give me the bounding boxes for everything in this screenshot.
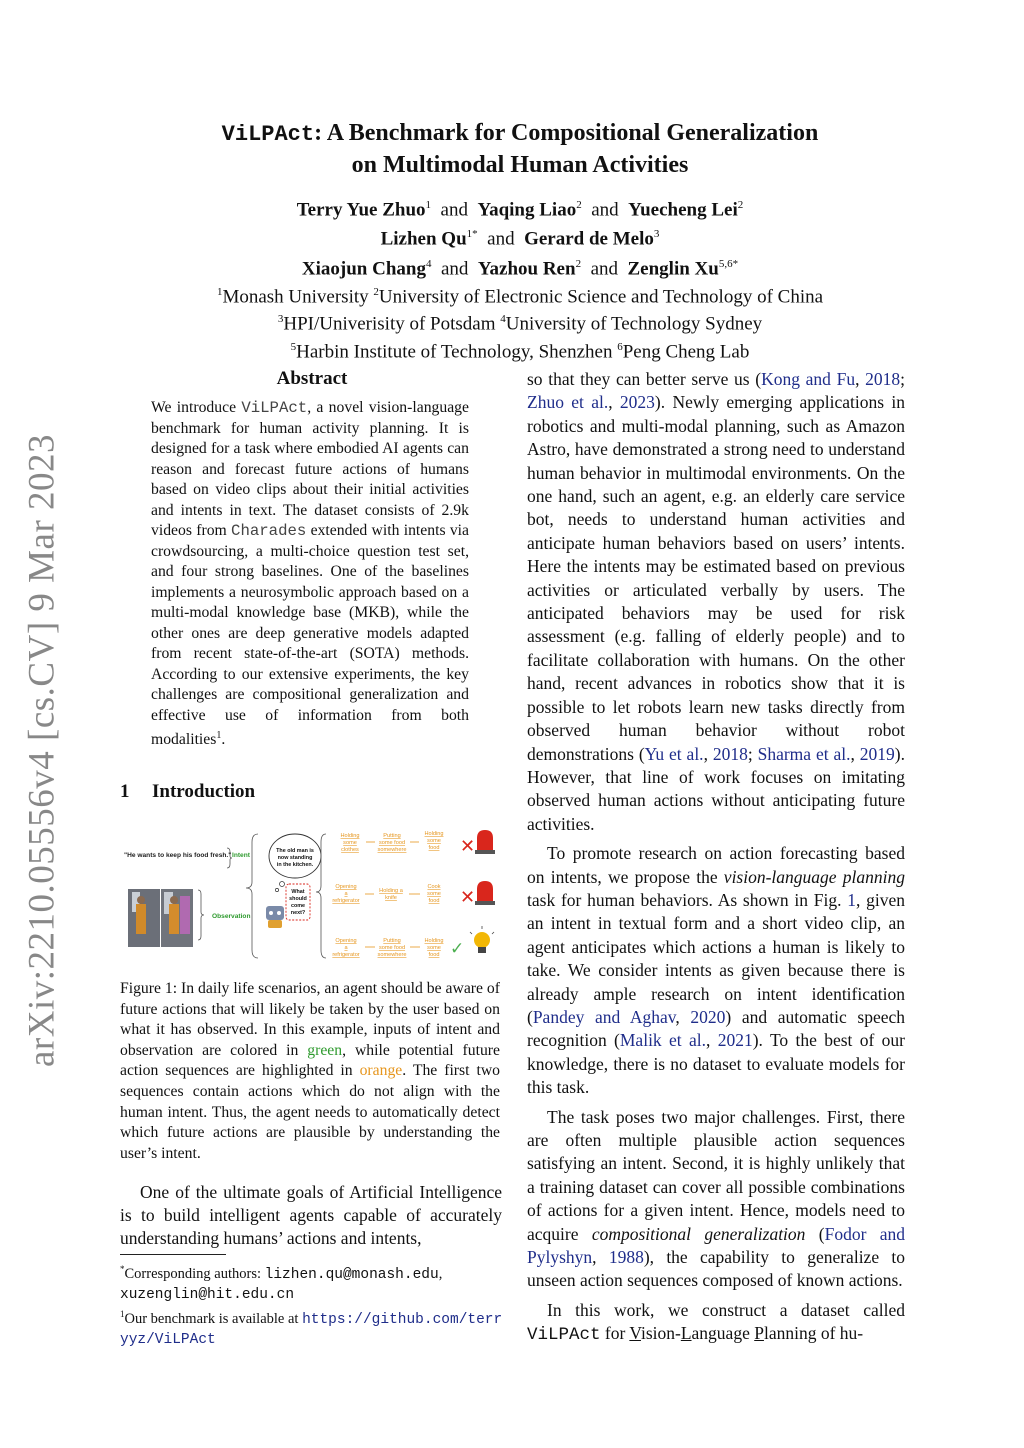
action-sequence-2 <box>332 884 441 904</box>
abstract-heading: Abstract <box>276 368 348 389</box>
green-highlight-word: green <box>307 1041 343 1059</box>
email-link[interactable]: xuzenglin@hit.edu.cn <box>120 1286 295 1303</box>
github-url-link[interactable]: https://github.com/terryyz/ViLPAct <box>120 1311 503 1348</box>
svg-text:knife: knife <box>385 895 397 901</box>
citation-link[interactable]: Fodor and Pylyshyn <box>527 1223 905 1268</box>
robot-agent-icon <box>266 906 284 928</box>
right-paragraph-4: In this work, we construct a dataset called ViLPAct for Vision-Language Planning of hu- <box>527 1299 905 1346</box>
svg-text:some food: some food <box>378 840 406 846</box>
citation-year-link[interactable]: 2018 <box>865 369 901 389</box>
svg-text:some: some <box>427 945 441 951</box>
citation-year-link[interactable]: 2019 <box>859 743 895 764</box>
title-text: : A Benchmark for Compositional Generalization <box>314 120 819 146</box>
alarm-siren-icon <box>475 830 495 854</box>
introduction-paragraph-1: One of the ultimate goals of Artificial Intelligence is to build intelligent agents capable of accurately understanding humans’ actions and intents, <box>120 1182 502 1248</box>
svg-text:clothes: clothes <box>341 847 359 853</box>
footnote-corresponding-authors: *Corresponding authors: lizhen.qu@monash.edu, xuzenglin@hit.edu.cn <box>120 1264 443 1303</box>
email-link[interactable]: lizhen.qu@monash.edu <box>264 1266 439 1283</box>
svg-text:a: a <box>344 891 348 897</box>
svg-text:a: a <box>344 945 348 951</box>
authors-line-2: Lizhen $Qu^{1*}$ and Gerard de Melo$^3$ <box>380 228 660 250</box>
author-name: Yaqing Liao <box>477 199 577 221</box>
citation-link[interactable]: Kong and Fu <box>761 369 856 389</box>
action-sequence-1 <box>341 831 444 853</box>
dataset-name: Charades <box>231 522 307 540</box>
svg-text:What: What <box>291 889 305 895</box>
arxiv-identifier-stamp: arXiv:2210.05556v4 [cs.CV] 9 Mar 2023 <box>21 433 63 1067</box>
svg-text:some: some <box>343 840 357 846</box>
author-name: Xiaojun Chang <box>301 257 426 279</box>
svg-text:should: should <box>289 896 307 902</box>
footnote-benchmark-url: $^1$Our benchmark is available at https://github.com/terryyz/ViLPAct <box>120 1308 503 1348</box>
citation-year-link[interactable]: 2023 <box>619 392 655 413</box>
agent-thought-bubble <box>269 834 321 892</box>
footnote-divider <box>120 1254 226 1255</box>
check-icon: ✓ <box>450 939 465 958</box>
svg-text:Cook: Cook <box>427 884 441 890</box>
svg-text:Holding: Holding <box>424 938 444 944</box>
svg-text:some: some <box>427 891 441 897</box>
svg-text:Opening: Opening <box>335 884 357 890</box>
svg-text:Putting: Putting <box>383 833 401 839</box>
author-name: Zenglin Xu <box>627 257 719 279</box>
citation-link[interactable]: Malik et al. <box>619 1030 706 1051</box>
svg-text:in the kitchen.: in the kitchen. <box>276 862 314 868</box>
citation-year-link[interactable]: 2018 <box>712 743 748 764</box>
benchmark-name: ViLPAct <box>527 1325 601 1346</box>
citation-year-link[interactable]: 2021 <box>717 1030 753 1051</box>
author-name: Terry Yue Zhuo <box>296 199 426 221</box>
svg-text:food: food <box>428 952 440 958</box>
svg-text:The old man is: The old man is <box>276 848 314 854</box>
benchmark-name: ViLPAct <box>221 122 315 147</box>
svg-text:food: food <box>428 845 440 851</box>
svg-text:Putting: Putting <box>383 938 401 944</box>
right-paragraph-1: so that they can better serve us (Kong and Fu, 2018; Zhuo et al., 2023). Newly emerging applications in robotics and multi-modal planning, such as Amazon Astro, have demonstrated a strong need to understand human behavior in multimodal environments. On the one hand, such an agent, e.g. an elderly care service bot, needs to understand human activities and anticipate human behaviors based on users’ intents. Here the intents may be estimated based on previous activities or articulated verbally by users. The anticipated behaviors may be used for risk assessment (e.g. falling of elderly people) and to facilitate collaboration with humans. On the other hand, recent advances in robotics show that it is possible to let robots learn new tasks directly from observed human behavior without robot demonstrations (Yu et al., 2018; Sharma et al., 2019). However, that line of work focuses on imitating observed human actions without anticipating future activities. <box>527 369 906 834</box>
author-name: Yuecheng Lei <box>628 199 738 221</box>
intent-quote: "He wants to keep his food fresh." <box>124 852 232 859</box>
figure-1-caption: Figure 1: In daily life scenarios, an agent should be aware of future actions that will likely be taken by the user based on what it has observed. In this example, inputs of intent and observation are colored in green, while potential future action sequences are highlighted in orange. The first two sequences contain actions which do not align with the human intent. Thus, the agent needs to automatically detect which future actions are plausible by understanding the user’s intent. <box>120 980 500 1162</box>
right-paragraph-3: The task poses two major challenges. First, there are often multiple plausible action sequences satisfying an intent. Second, it is highly unlikely that a training dataset can cover all possible combinations of actions for a given intent. Hence, models need to acquire compositional generalization (Fodor and Pylyshyn, 1988), the capability to generalize to unseen action sequences composed of known actions. <box>527 1106 905 1291</box>
paper-title-line-2: on Multimodal Human Activities <box>351 152 689 178</box>
section-heading-introduction: 1 Introduction <box>120 781 256 802</box>
svg-text:somewhere: somewhere <box>377 847 407 853</box>
svg-text:food: food <box>428 898 440 904</box>
svg-text:refrigerator: refrigerator <box>332 898 360 904</box>
abstract-body: We introduce ViLPAct, a novel vision-language benchmark for human activity planning. It is designed for a task where embodied AI agents can reason and forecast future actions of humans based on video clips about their initial activities and intents in text. The dataset consists of 2.9k videos from Charades extended with intents via crowdsourcing, a multi-choice question test set, and four strong baselines. One of the baselines implements a neurosymbolic approach based on a multi-modal knowledge base (MKB), while the other ones are deep generative models adapted from recent state-of-the-art (SOTA) methods. According to our extensive experiments, the key challenges are compositional generalization and effective use of information from both modalities$^1$. <box>151 399 469 749</box>
svg-text:come: come <box>290 903 306 909</box>
footnotes <box>120 1254 504 1350</box>
right-paragraph-2: To promote research on action forecasting based on intents, we propose the vision-language planning task for human behaviors. As shown in Fig. 1, given an intent in textual form and a short video clip, an agent anticipates which actions a human is likely to take. We consider intents as given because there is already ample research on intent identification (Pandey and Aghav, 2020) and automatic speech recognition (Malik et al., 2021). To the best of our knowledge, there is no dataset to evaluate models for this task. <box>527 843 905 1098</box>
svg-text:now standing: now standing <box>277 855 313 861</box>
cross-icon: ✕ <box>460 836 476 856</box>
title-block <box>120 118 920 363</box>
author-name: Lizhen Qu <box>380 228 467 250</box>
observation-label: Observation <box>212 913 251 920</box>
emphasis: vision-language planning <box>723 866 905 887</box>
intent-label: Intent <box>232 852 250 859</box>
right-column <box>527 368 905 1354</box>
citation-link[interactable]: Sharma et al. <box>757 743 851 764</box>
alarm-siren-icon <box>475 881 495 905</box>
svg-text:next?: next? <box>290 910 306 916</box>
benchmark-name: ViLPAct <box>241 399 308 417</box>
question-bubble <box>286 884 310 920</box>
emphasis: compositional generalization <box>591 1223 806 1244</box>
citation-link[interactable]: Yu et al. <box>644 743 704 764</box>
svg-text:Holding: Holding <box>340 833 360 839</box>
paper-title-line-1 <box>120 118 920 150</box>
authors-line-3: Xiaojun Chang$^4$ and Yazhou Ren$^2$ and Zenglin $Xu^{5,6*}$ <box>301 257 739 279</box>
authors-line-1: Terry Yue Zhuo$^1$ and Yaqing Liao$^2$ and Yuecheng Lei$^2$ <box>296 199 744 221</box>
orange-highlight-word: orange <box>359 1062 403 1080</box>
affiliations-line-2: $^3$HPI/Univerisity of Potsdam $^4$University of Technology Sydney <box>277 313 763 335</box>
observation-video-frames <box>128 889 193 947</box>
svg-text:somewhere: somewhere <box>377 952 407 958</box>
svg-text:Holding a: Holding a <box>379 888 403 894</box>
svg-text:Opening: Opening <box>335 938 357 944</box>
affiliations-line-3: $^5$Harbin Institute of Technology, Shenzhen $^6$Peng Cheng Lab <box>290 340 750 362</box>
author-name: Gerard de Melo <box>524 228 654 250</box>
action-sequence-3 <box>332 938 443 958</box>
svg-text:refrigerator: refrigerator <box>332 952 360 958</box>
svg-text:Holding: Holding <box>424 831 444 837</box>
citation-year-link[interactable]: 1988 <box>608 1247 644 1268</box>
footnote-mark[interactable]: 1 <box>216 730 222 741</box>
affiliations-line-1: $^1$Monash University $^2$University of Electronic Science and Technology of China <box>216 285 824 308</box>
svg-text:some: some <box>427 838 441 844</box>
citation-link[interactable]: Zhuo et al. <box>527 392 609 413</box>
figure-reference-link[interactable]: 1 <box>847 889 856 910</box>
lightbulb-icon <box>470 926 494 953</box>
cross-icon: ✕ <box>460 887 476 907</box>
svg-text:some food: some food <box>378 945 406 951</box>
author-name: Yazhou Ren <box>477 257 576 279</box>
figure-1-diagram <box>120 826 504 968</box>
citation-link[interactable]: Pandey and Aghav <box>532 1006 676 1027</box>
citation-year-link[interactable]: 2020 <box>690 1006 726 1027</box>
